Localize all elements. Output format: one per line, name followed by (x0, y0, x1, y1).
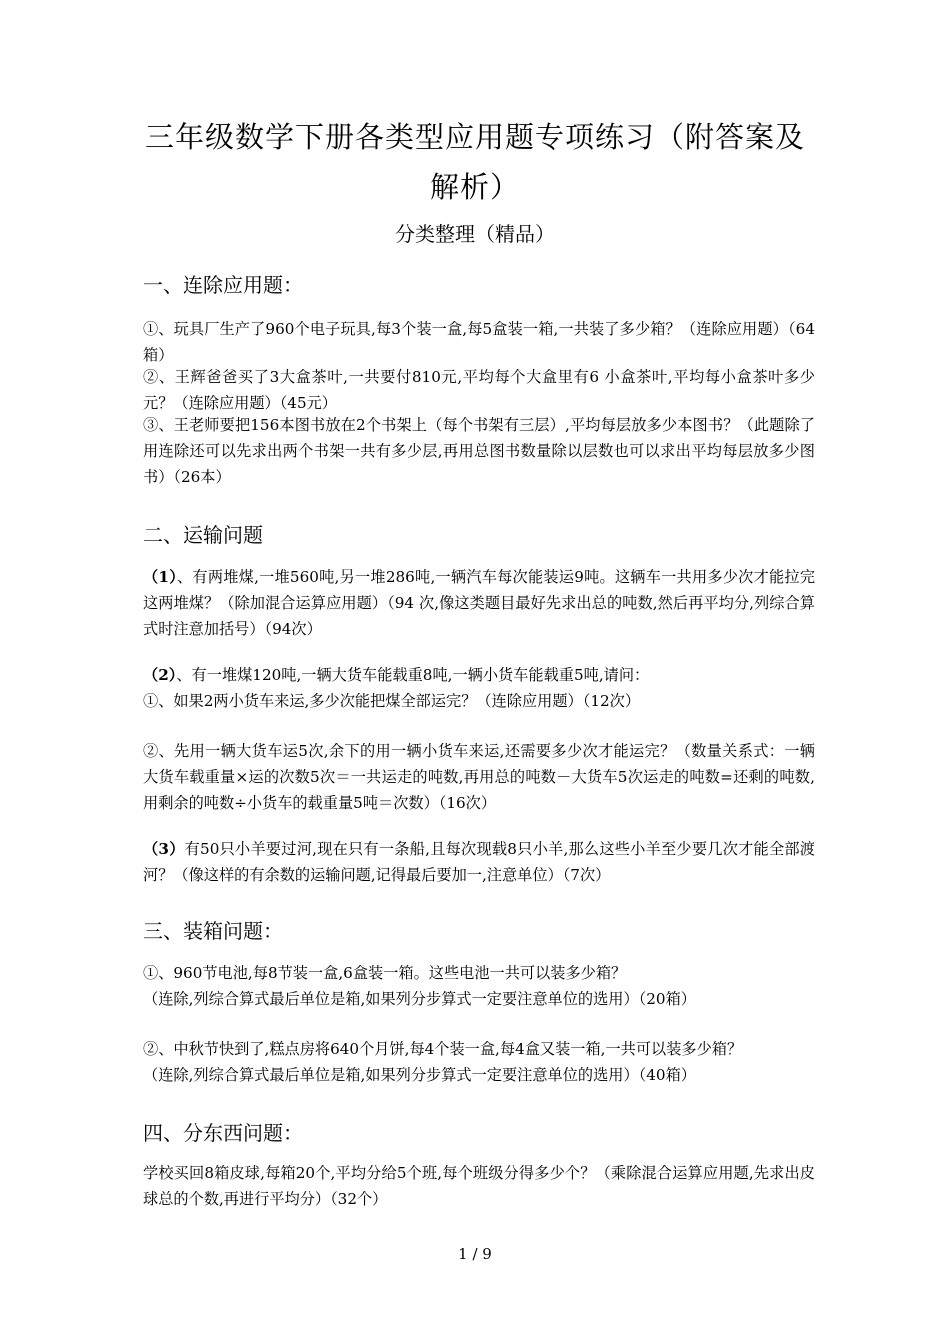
problem-number: （2） (143, 666, 177, 684)
problem-paragraph (143, 662, 815, 688)
page-number: 1 / 9 (458, 1245, 492, 1263)
problem-number: （1） (143, 568, 178, 586)
problem-paragraph: （连除,列综合算式最后单位是箱,如果列分步算式一定要注意单位的选用）（20箱） (143, 990, 696, 1008)
problem-paragraph (143, 564, 815, 642)
document-subtitle: 分类整理（精品） (395, 222, 555, 246)
section-heading-3: 三、装箱问题： (143, 919, 283, 943)
problem-paragraph: ②、先用一辆大货车运5次,余下的用一辆小货车来运,还需要多少次才能运完？（数量关系式：一辆大货车载重量×运的次数5次＝一共运走的吨数,再用总的吨数－大货车5次运走的吨数=还剩的吨数,用剩余的吨数÷小货车的载重量5吨＝次数）（16次） (143, 742, 815, 812)
section-heading-4: 四、分东西问题： (143, 1121, 303, 1145)
section-heading-2: 二、运输问题 (143, 523, 263, 547)
problem-paragraph: 学校买回8箱皮球,每箱20个,平均分给5个班,每个班级分得多少个？（乘除混合运算应用题,先求出皮球总的个数,再进行平均分）（32个） (143, 1164, 815, 1208)
problem-text: 、有两堆煤,一堆560吨,另一堆286吨,一辆汽车每次能装运9吨。这辆车一共用多少次才能拉完这两堆煤？（除加混合运算应用题）（94 次,像这类题目最好先求出总的吨数,然后再平均分,列综合算式时注意加括号）（94次） (143, 568, 816, 638)
problem-paragraph: ③、王老师要把156本图书放在2个书架上（每个书架有三层）,平均每层放多少本图书？（此题除了用连除还可以先求出两个书架一共有多少层,再用总图书数量除以层数也可以求出平均每层放多少图书）（26本） (143, 416, 815, 486)
problem-paragraph: ②、王辉爸爸买了3大盒茶叶,一共要付810元,平均每个大盒里有6 小盒茶叶,平均每小盒茶叶多少元？（连除应用题）（45元） (143, 368, 815, 412)
problem-number: （3） (143, 840, 185, 858)
problem-text: 、有一堆煤120吨,一辆大货车能载重8吨,一辆小货车能载重5吨,请问： (176, 666, 650, 684)
problem-paragraph: ①、960节电池,每8节装一盒,6盒装一箱。这些电池一共可以装多少箱？ (143, 964, 627, 982)
problem-paragraph: （连除,列综合算式最后单位是箱,如果列分步算式一定要注意单位的选用）（40箱） (143, 1066, 696, 1084)
problem-text: 有50只小羊要过河,现在只有一条船,且每次现载8只小羊,那么这些小羊至少要几次才能全部渡河？（像这样的有余数的运输问题,记得最后要加一,注意单位）（7次） (143, 840, 815, 884)
problem-paragraph: ②、中秋节快到了,糕点房将640个月饼,每4个装一盒,每4盒又装一箱,一共可以装多少箱？ (143, 1040, 743, 1058)
problem-paragraph: ①、如果2两小货车来运,多少次能把煤全部运完？（连除应用题）（12次） (143, 692, 641, 710)
document-title: 三年级数学下册各类型应用题专项练习（附答案及解析） (144, 120, 805, 204)
problem-paragraph: ①、玩具厂生产了960个电子玩具,每3个装一盒,每5盒装一箱,一共装了多少箱？（连除应用题）（64箱） (143, 320, 815, 364)
section-heading-1: 一、连除应用题： (143, 273, 303, 297)
problem-paragraph (143, 836, 815, 888)
